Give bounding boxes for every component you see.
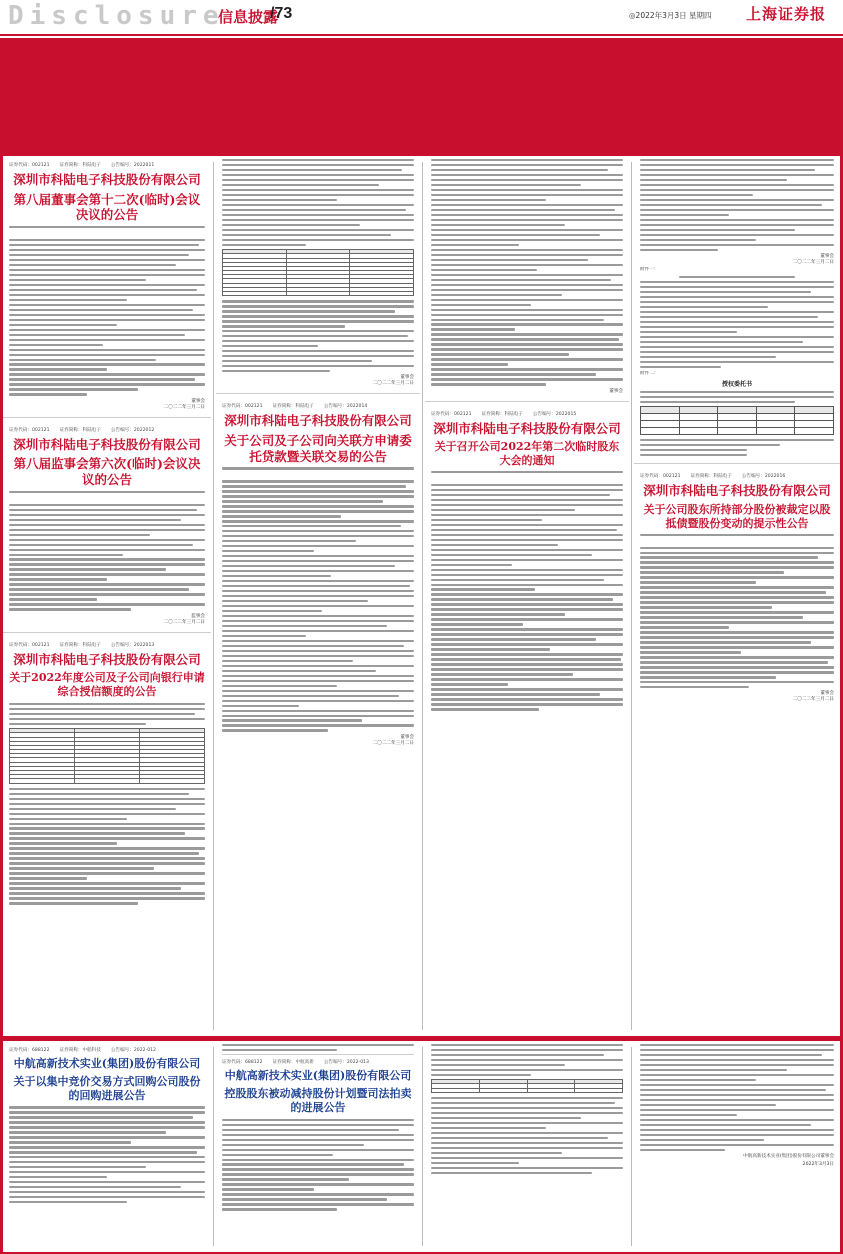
top-panel [3,156,840,1036]
proxy-title: 授权委托书 [721,380,752,388]
notice-body [222,1043,414,1051]
subsidiary-table [222,249,414,296]
bottom-column-3 [425,1041,629,1252]
column-3 [425,156,629,1036]
attachment-body [640,275,834,368]
notice-share-pledge [634,467,840,706]
notice-date: 二〇二二年三月二日 [372,740,414,746]
column-divider [213,162,214,1030]
section-divider [216,393,420,394]
attachment-label: 附件一： [640,267,659,273]
notice-meeting-continued [634,156,840,460]
notice-title: 关于公司及子公司向关联方申请委托贷款暨关联交易的公告 [224,432,412,464]
notice-number: 公告编号：2022012 [110,427,155,433]
stock-abbr: 证券简称：科陆电子 [59,427,101,433]
proxy-body [640,438,834,456]
notice-code-line [222,403,414,409]
notice-signer: 监事会 [191,613,205,619]
notice-statement [431,471,623,481]
notice-body [431,1096,623,1174]
notice-code-line [9,162,205,168]
section-divider [634,463,840,464]
column-divider [213,1047,214,1246]
notice-body [640,546,834,689]
notice-body [9,702,205,725]
notice-number: 公告编号：2022014 [323,404,368,410]
notice-number: 公告编号：2022-012 [110,1048,156,1053]
column-divider [631,162,632,1030]
notice-signer: 董事会 [820,691,834,697]
notice-body [640,1043,834,1151]
notice-reduction-end [634,1041,840,1171]
notice-shareholder-meeting [425,156,629,398]
notice-body [9,1105,205,1203]
notice-body [222,158,414,246]
header-rule [0,34,843,36]
notice-signer: 董事会 [191,398,205,404]
notice-company: 深圳市科陆电子科技股份有限公司 [13,436,201,452]
notice-title: 第八届监事会第六次(临时)会议决议的公告 [13,456,201,488]
notice-date: 二〇二二年三月二日 [163,619,205,625]
reduction-table [431,1079,623,1093]
column-1 [3,156,211,1036]
stock-code: 证券代码：002121 [9,642,50,648]
notice-title: 第八届董事会第十二次(临时)会议决议的公告 [13,191,201,223]
notice-credit-continued [216,156,420,390]
notice-code-line [9,642,205,648]
bottom-column-4 [634,1041,840,1252]
notice-number: 公告编号：2022011 [110,163,155,168]
notice-company: 深圳市科陆电子科技股份有限公司 [13,172,201,187]
notice-statement [640,534,834,544]
column-divider [422,1047,423,1246]
notice-title: 关于2022年度公司及子公司向银行申请综合授信额度的公告 [9,671,205,699]
notice-company: 深圳市科陆电子科技股份有限公司 [643,483,831,499]
notice-code-line [9,427,205,433]
notice-body [431,483,623,711]
stock-code: 证券代码：002121 [9,163,50,168]
notice-company: 中航高新技术实业(集团)股份有限公司 [13,1057,201,1070]
notice-body [431,158,623,386]
notice-body [9,787,205,905]
section-divider [425,401,629,402]
issue-date: ◎2022年3月3日 星期四 [629,11,712,20]
notice-company: 深圳市科陆电子科技股份有限公司 [224,413,412,429]
notice-reduction-continued [425,1041,629,1178]
stock-abbr: 证券简称：中船科技 [59,1048,101,1053]
stock-code: 证券代码：002121 [640,474,681,480]
notice-statement [9,226,205,236]
notice-title: 关于公司股东所持部分股份被裁定以股抵债暨股份变动的提示性公告 [643,503,831,530]
stock-abbr: 证券简称：中航高新 [272,1060,314,1066]
notice-code-line [9,1047,205,1053]
notice-body [9,238,205,396]
bottom-column-1 [3,1041,211,1252]
notice-body [222,299,414,372]
stock-code: 证券代码：688122 [9,1048,50,1053]
notice-date: 2022年3月3日 [802,1162,834,1168]
bottom-panel [3,1041,840,1252]
masthead [0,0,843,38]
notice-body [431,1043,623,1076]
column-4 [634,156,840,1036]
notice-number: 公告编号：2022016 [741,474,786,480]
proxy-vote-table [640,406,834,435]
notice-credit-line [3,636,211,909]
bottom-column-2 [216,1041,420,1252]
notice-buyback-continued [216,1041,420,1215]
notice-date: 二〇二二年三月二日 [372,381,414,387]
notice-company: 深圳市科陆电子科技股份有限公司 [433,420,621,436]
proxy-body [640,390,834,403]
section-divider [222,1054,414,1055]
column-divider [422,162,423,1030]
notice-title: 关于以集中竞价交易方式回购公司股份的回购进展公告 [13,1074,201,1102]
notice-signer: 中航高新技术实业(集团)股份有限公司董事会 [743,1154,834,1160]
notice-signer: 董事会 [400,734,414,740]
notice-title: 关于召开公司2022年第二次临时股东大会的通知 [434,440,620,468]
notice-signer: 董事会 [609,388,623,394]
stock-code: 证券代码：002121 [431,411,472,417]
stock-code: 证券代码：688122 [222,1060,263,1066]
stock-abbr: 证券简称：科陆电子 [59,642,101,648]
stock-abbr: 证券简称：科陆电子 [481,411,523,417]
notice-body [9,503,205,611]
notice-date: 二〇二二年三月二日 [163,404,205,410]
notice-signer: 董事会 [820,254,834,260]
section-title: 信息披露 [218,8,279,26]
stock-abbr: 证券简称：科陆电子 [272,404,314,410]
notice-number: 公告编号：2022-013 [323,1060,369,1066]
section-divider [3,417,211,418]
notice-code-line [431,411,623,417]
notice-company: 中航高新技术实业(集团)股份有限公司 [224,1069,412,1083]
notice-code-line [640,473,834,479]
credit-table [9,728,205,783]
notice-signer: 董事会 [400,375,414,381]
notice-supervisory-resolution [3,421,211,629]
column-2 [216,156,420,1036]
notice-statement [9,491,205,501]
notice-entrusted-loan [216,397,420,749]
notice-body [640,158,834,251]
notice-title: 控股股东被动减持股份计划暨司法拍卖的进展公告 [224,1087,412,1114]
notice-number: 公告编号：2022013 [110,642,155,648]
brand-disclosure: Disclosure [8,1,225,31]
notice-company: 深圳市科陆电子科技股份有限公司 [13,651,201,667]
notice-date: 二〇二二年三月二日 [792,260,834,266]
stock-code: 证券代码：002121 [9,427,50,433]
section-divider [3,632,211,633]
notice-buyback-progress [3,1041,211,1207]
column-divider [631,1047,632,1246]
stock-abbr: 证券简称：科陆电子 [690,474,732,480]
page-number: /73 [270,5,293,22]
notice-date: 二〇二二年三月二日 [792,697,834,703]
notice-meeting [425,405,629,715]
attachment-label-2: 附件二： [640,370,659,376]
notice-number: 公告编号：2022015 [532,411,577,417]
stock-abbr: 证券简称：科陆电子 [59,163,101,168]
stock-code: 证券代码：002121 [222,404,263,410]
notice-statement [222,467,414,477]
notice-board-resolution [3,156,211,414]
notice-code-line [222,1059,414,1065]
newspaper-logo: 上海证券报 [746,5,827,23]
notice-body [222,1118,414,1211]
notice-body [222,479,414,732]
